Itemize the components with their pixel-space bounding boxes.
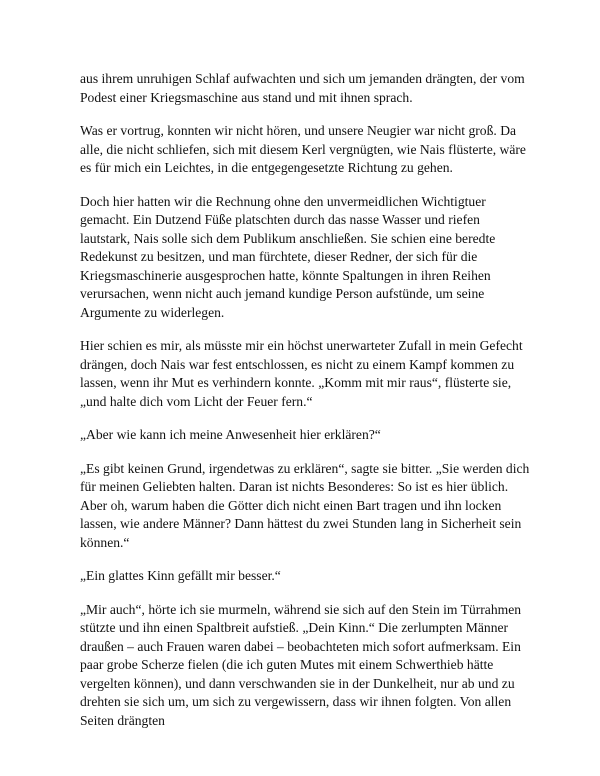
paragraph: „Ein glattes Kinn gefällt mir besser.“ <box>80 568 281 583</box>
paragraph: Was er vortrug, konnten wir nicht hören, und unsere Neugier war nicht groß. Da alle, die nicht schliefen, sich mit diesem Kerl vergnügten, wie Nais flüsterte, wäre es für mich ein Leichtes, in die entgegengesetzte Richtung zu gehen. <box>80 123 526 175</box>
paragraph: Doch hier hatten wir die Rechnung ohne den unvermeidlichen Wichtigtuer gemacht. Ein Dutzend Füße platschten durch das nasse Wasser und riefen lautstark, Nais solle sich dem Publikum anschließen. Sie schien eine beredte Redekunst zu besitzen, und man fürchtete, dieser Redner, der sich für die Kriegsmaschinerie ausgesprochen hatte, könnte Spaltungen in ihren Reihen verursachen, wenn nicht auch jemand kundige Person aufstünde, um seine Argumente zu widerlegen. <box>80 193 496 320</box>
paragraph: „Es gibt keinen Grund, irgendetwas zu erklären“, sagte sie bitter. „Sie werden dich für meinen Geliebten halten. Daran ist nichts Besonderes: So ist es hier üblich. Aber oh, warum haben die Götter dich nicht einen Bart tragen und ihn locken lassen, wie andere Männer? Dann hättest du zwei Stunden lang in Sicherheit sein können.“ <box>80 460 530 550</box>
body-text <box>80 70 530 745</box>
paragraph: „Mir auch“, hörte ich sie murmeln, während sie sich auf den Stein im Türrahmen stützte und ihn einen Spaltbreit aufstieß. „Dein Kinn.“ Die zerlumpten Männer draußen – auch Frauen waren dabei – beobachteten mich sofort aufmerksam. Ein paar grobe Scherze fielen (die ich guten Mutes mit einem Schwerthieb hätte vergelten können), und dann verschwanden sie in der Dunkelheit, nur ab und zu drehten sie sich um, um sich zu vergewissern, dass wir ihnen folgten. Von allen Seiten drängten <box>80 601 522 728</box>
paragraph: „Aber wie kann ich meine Anwesenheit hier erklären?“ <box>80 427 381 442</box>
paragraph: Hier schien es mir, als müsste mir ein höchst unerwarteter Zufall in mein Gefecht drängen, doch Nais war fest entschlossen, es nicht zu einem Kampf kommen zu lassen, wenn ihr Mut es verhindern konnte. „Komm mit mir raus“, flüsterte sie, „und halte dich vom Licht der Feuer fern.“ <box>80 338 523 409</box>
paragraph: aus ihrem unruhigen Schlaf aufwachten und sich um jemanden drängten, der vom Podest einer Kriegsmaschine aus stand und mit ihnen sprach. <box>80 71 525 105</box>
